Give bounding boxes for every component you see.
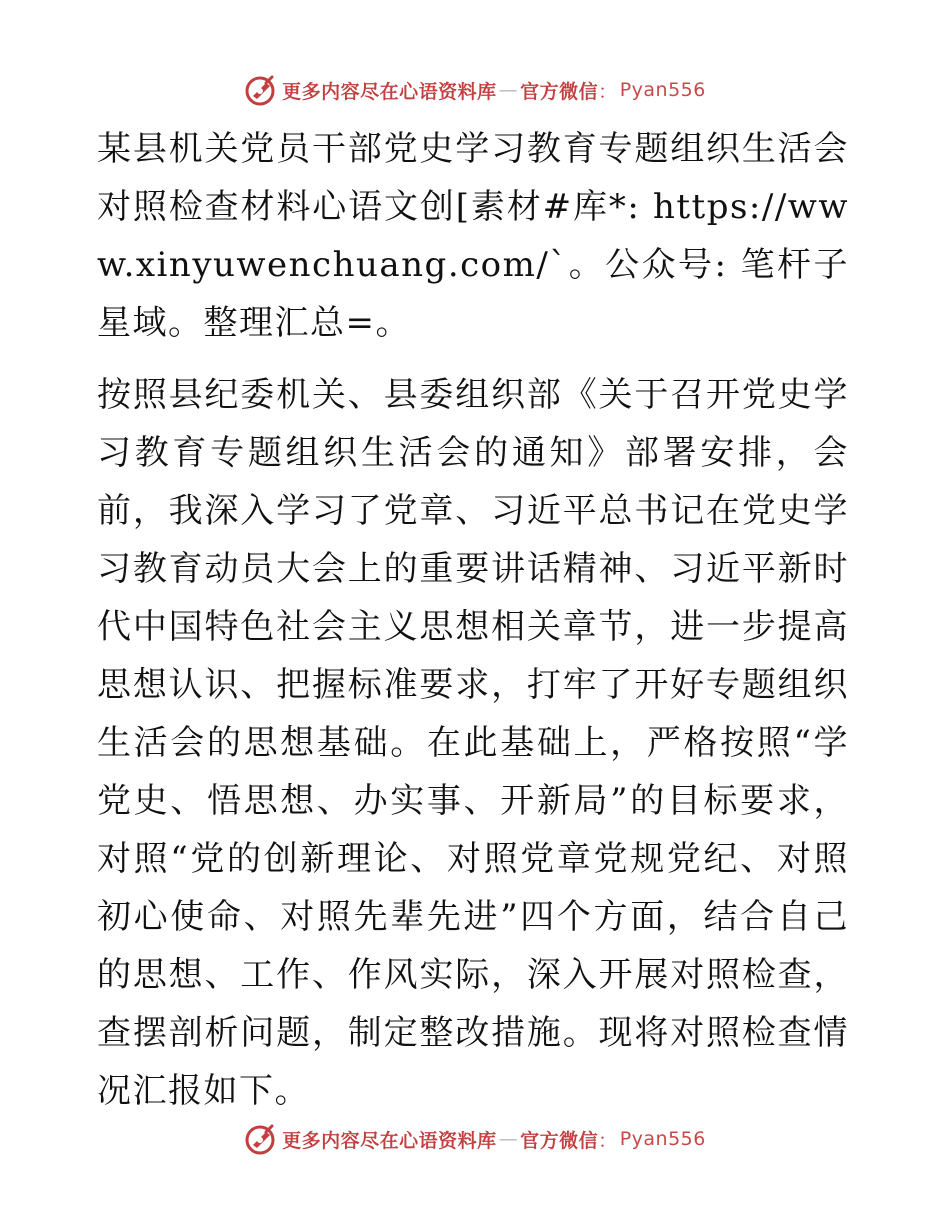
pen-circle-logo-icon xyxy=(244,73,278,107)
footer-banner xyxy=(0,1117,950,1161)
header-banner xyxy=(0,68,950,112)
pen-circle-logo-icon xyxy=(244,1122,278,1156)
document-body xyxy=(97,120,849,1120)
banner-label: 官方微信 xyxy=(520,80,599,103)
banner-wechat-id: Pyan556 xyxy=(619,1128,706,1150)
document-title: 某县机关党员干部党史学习教育专题组织生活会对照检查材料心语文创[素材#库*: https://www.xinyuwenchuang.com/`。公众号: 笔杆子星域。整理汇总=。 xyxy=(97,129,849,343)
banner-title: 更多内容尽在心语资料库 xyxy=(282,1129,497,1152)
banner-separator: ： xyxy=(598,80,618,103)
document-paragraph: 按照县纪委机关、县委组织部《关于召开党史学习教育专题组织生活会的通知》部署安排，会前，我深入学习了党章、习近平总书记在党史学习教育动员大会上的重要讲话精神、习近平新时代中国特色社会主义思想相关章节，进一步提高思想认识、把握标准要求，打牢了开好专题组织生活会的思想基础。在此基础上，严格按照“学党史、悟思想、办实事、开新局”的目标要求，对照“党的创新理论、对照党章党规党纪、对照初心使命、对照先辈先进”四个方面，结合自己的思想、工作、作风实际，深入开展对照检查，查摆剖析问题，制定整改措施。现将对照检查情况汇报如下。 xyxy=(97,375,849,1111)
banner-dash: — xyxy=(498,79,519,101)
banner-dash: — xyxy=(498,1128,519,1150)
banner-title: 更多内容尽在心语资料库 xyxy=(282,80,497,103)
banner-separator: ： xyxy=(598,1129,618,1152)
banner-wechat-id: Pyan556 xyxy=(619,79,706,101)
banner-label: 官方微信 xyxy=(520,1129,599,1152)
